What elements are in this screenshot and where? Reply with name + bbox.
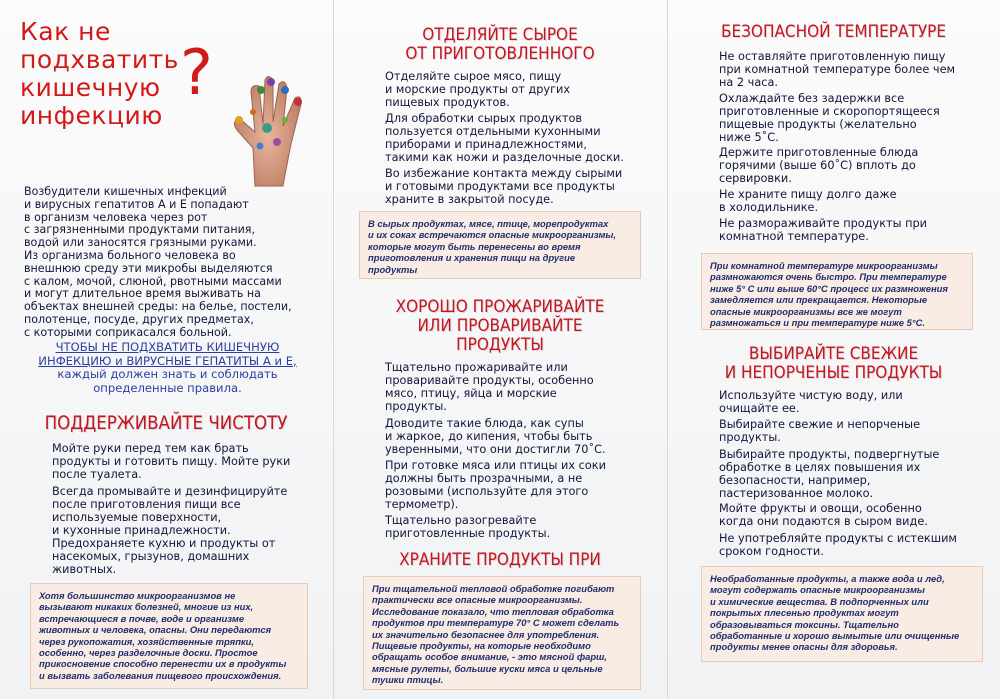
cook-rule-3: При готовке мяса или птицы их соки должны быть прозрачными, а не розовыми (используйте для этого термометр). [385,459,606,511]
cook-rule-2: Доводите такие блюда, как супы и жаркое, до кипения, чтобы быть уверенными, что они достигли 70˚С. [385,417,606,456]
cook-rule-4: Тщательно разогревайте приготовленные продукты. [385,514,551,540]
separate-rule-1: Отделяйте сырое мясо, пищу и морские продукты от других пищевых продуктов. [385,70,571,109]
temp-rule-1: Не оставляйте приготовленную пищу при комнатной температуре более чем на 2 часа. [719,50,956,89]
brochure-title: Как не подхватить кишечную инфекцию [20,17,179,130]
question-mark: ? [180,36,213,109]
callout-line-2: ИНФЕКЦИЮ и ВИРУСНЫЕ ГЕПАТИТЫ А и Е, [38,353,297,368]
fresh-rule-3: Выбирайте продукты, подвергнутые обработке в целях повышения их безопасности, например, пастеризованное молоко. [719,448,940,500]
temp-rule-3: Держите приготовленные блюда горячими (выше 60˚С) вплоть до сервировки. [719,146,919,185]
fresh-rule-2: Выбирайте свежие и непорченые продукты. [719,418,921,444]
clean-rule-1: Мойте руки перед тем как брать продукты и готовить пищу. Мойте руки после туалета. [52,442,291,481]
heading-store-at: ХРАНИТЕ ПРОДУКТЫ ПРИ [399,550,601,570]
clean-rule-2: Всегда промывайте и дезинфицируйте после приготовления пищи все используемые поверхности, и кухонные принадлежности. [52,485,288,537]
panel-right [667,0,1000,699]
separate-rule-3: Во избежание контакта между сырыми и готовыми продуктами все продукты храните в закрытой посуде. [385,167,623,206]
rules-callout [30,341,305,395]
temp-rule-2: Охлаждайте без задержки все приготовленные и скоропортящееся пищевые продукты (желательно ниже 5˚С. [719,92,940,144]
temp-rule-4: Не храните пищу долго даже в холодильнике. [719,188,897,214]
panel-left [0,0,333,699]
panel-middle [333,0,667,699]
note-room-temperature: При комнатной температуре микроорганизмы размножаются очень быстро. При температуре ниже 5° С или выше 60°С процесс их размножения замедляется или прекращается. Некоторые опасные микроорганизмы все же могут размножаться и при температуре ниже 5°С. [701,253,973,330]
heading-separate-raw: ОТДЕЛЯЙТЕ СЫРОЕ ОТ ПРИГОТОВЛЕННОГО [405,25,595,64]
callout-line-1: ЧТОБЫ НЕ ПОДХВАТИТЬ КИШЕЧНУЮ [55,340,280,354]
cook-rule-1: Тщательно прожаривайте или проваривайте продукты, особенно мясо, птицу, яйца и морские продукты. [385,361,594,413]
note-untreated-products: Необработанные продукты, а также вода и лед, могут содержать опасные микроорганизмы и химические вещества. В подпорченных или покрытых плесенью продуктах могут образовываться токсины. Тщательно обработанные и хорошо вымытые или очищенные продукты менее опасны для здоровья. [701,566,983,662]
hand-with-germs-image [215,68,325,188]
heading-keep-clean: ПОДДЕРЖИВАЙТЕ ЧИСТОТУ [44,413,288,434]
note-microorganisms: Хотя большинство микроорганизмов не вызывают никаких болезней, многие из них, встречающиеся в почве, воде и организме животных и человека, опасны. Они передаются через рукопожатия, хозяйственные тряпки, особенно, через разделочные доски. Простое прикосновение способно перенести их в продукты и вызвать заболевания пищевого происхождения. [30,583,308,689]
separate-rule-2: Для обработки сырых продуктов пользуется отдельными кухонными приборами и принадлежностями, такими как ножи и разделочные доски. [385,112,624,164]
clean-rule-3: Предохраняете кухню и продукты от насекомых, грызунов, домашних животных. [52,537,276,576]
intro-text: Возбудители кишечных инфекций и вирусных гепатитов А и Е попадают в организм человека через рот с загрязненными продуктами питания, водой или заносятся грязными руками. Из организма больного человека во внешнюю среду эти микробы выделяются с калом, мочой, слюной, рвотными массами и могут длительное время выживать на объектах внешней среды: на белье, постели, полотенце, посуде, других предметах, с которыми соприкасался больной. [24,185,292,339]
fresh-rule-4: Мойте фрукты и овощи, особенно когда они подаются в сыром виде. [719,502,928,528]
heading-cook-thoroughly: ХОРОШО ПРОЖАРИВАЙТЕ ИЛИ ПРОВАРИВАЙТЕ ПРОДУКТЫ [395,297,605,355]
fresh-rule-5: Не употребляйте продукты с истекшим сроком годности. [719,532,957,558]
fresh-rule-1: Используйте чистую воду, или очищайте ее. [719,389,903,415]
note-heat-treatment: При тщательной тепловой обработке погибают практически все опасные микроорганизмы. Исследование показало, что тепловая обработка продуктов при температуре 70° С может сделать их значительно безопаснее для употребления. Пищевые продукты, на которые необходимо обращать особое внимание, - это мясной фарш, мясные рулеты, большие куски мяса и цельные тушки птицы. [363,576,641,690]
note-raw-products: В сырых продуктах, мясе, птице, морепродуктах и их соках встречаются опасные микроорганизмы, которые могут быть перенесены во время приготовления и хранения пищи на другие продукты [359,211,641,279]
heading-choose-fresh: ВЫБИРАЙТЕ СВЕЖИЕ И НЕПОРЧЕНЫЕ ПРОДУКТЫ [724,344,943,383]
heading-safe-temperature: БЕЗОПАСНОЙ ТЕМПЕРАТУРЕ [720,22,947,42]
callout-line-rest: каждый должен знать и соблюдать определенные правила. [57,367,278,395]
temp-rule-5: Не размораживайте продукты при комнатной температуре. [719,217,928,243]
